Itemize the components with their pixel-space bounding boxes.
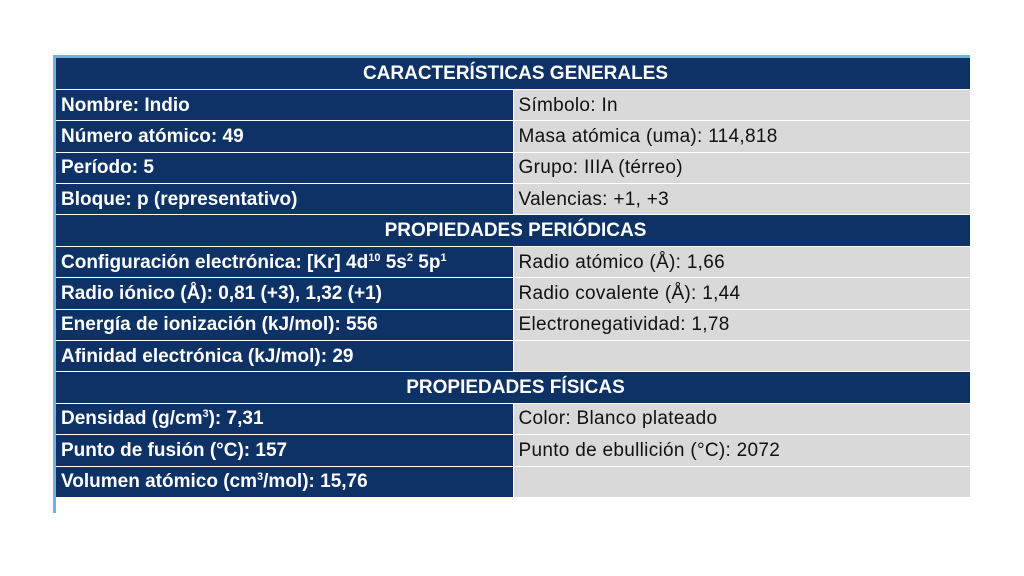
table-row bbox=[56, 403, 970, 434]
superscript: 3 bbox=[257, 471, 264, 484]
color-cell: Color: Blanco plateado bbox=[513, 403, 970, 434]
density-text: Densidad (g/cm bbox=[61, 408, 203, 430]
table-row bbox=[56, 89, 970, 120]
table-row bbox=[56, 278, 970, 309]
atomic-volume-cell bbox=[56, 466, 513, 497]
section-title-physical: PROPIEDADES FÍSICAS bbox=[56, 372, 970, 403]
table-row bbox=[56, 246, 970, 277]
section-header-row bbox=[56, 215, 970, 246]
atomic-volume-text: Volumen atómico (cm bbox=[61, 471, 258, 493]
electron-configuration-text: 5p bbox=[413, 251, 441, 273]
group-cell: Grupo: IIIA (térreo) bbox=[513, 152, 970, 183]
valences-cell: Valencias: +1, +3 bbox=[513, 184, 970, 215]
atomic-mass-cell: Masa atómica (uma): 114,818 bbox=[513, 121, 970, 152]
electron-configuration-text: Configuración electrónica: [Kr] 4d bbox=[61, 251, 369, 273]
table-row bbox=[56, 152, 970, 183]
electron-configuration-text: 5s bbox=[380, 251, 407, 273]
section-header-row bbox=[56, 58, 970, 89]
section-title-general: CARACTERÍSTICAS GENERALES bbox=[56, 58, 970, 89]
table-row bbox=[56, 121, 970, 152]
electron-affinity-cell: Afinidad electrónica (kJ/mol): 29 bbox=[56, 341, 513, 372]
ionization-energy-cell: Energía de ionización (kJ/mol): 556 bbox=[56, 309, 513, 340]
section-title-periodic: PROPIEDADES PERIÓDICAS bbox=[56, 215, 970, 246]
melting-point-cell: Punto de fusión (°C): 157 bbox=[56, 435, 513, 466]
covalent-radius-cell: Radio covalente (Å): 1,44 bbox=[513, 278, 970, 309]
atomic-radius-cell: Radio atómico (Å): 1,66 bbox=[513, 246, 970, 277]
table-row bbox=[56, 341, 970, 372]
symbol-cell: Símbolo: In bbox=[513, 89, 970, 120]
table-row bbox=[56, 466, 970, 497]
electron-configuration-cell bbox=[56, 246, 513, 277]
empty-cell bbox=[513, 466, 970, 497]
atomic-number-cell: Número atómico: 49 bbox=[56, 121, 513, 152]
density-text: ): 7,31 bbox=[208, 408, 264, 430]
superscript: 3 bbox=[202, 408, 209, 421]
electronegativity-cell: Electronegatividad: 1,78 bbox=[513, 309, 970, 340]
superscript: 10 bbox=[368, 251, 381, 264]
superscript: 1 bbox=[440, 251, 447, 264]
block-cell: Bloque: p (representativo) bbox=[56, 184, 513, 215]
name-cell: Nombre: Indio bbox=[56, 89, 513, 120]
period-cell: Período: 5 bbox=[56, 152, 513, 183]
ionic-radius-cell: Radio iónico (Å): 0,81 (+3), 1,32 (+1) bbox=[56, 278, 513, 309]
boiling-point-cell: Punto de ebullición (°C): 2072 bbox=[513, 435, 970, 466]
section-header-row bbox=[56, 372, 970, 403]
density-cell bbox=[56, 403, 513, 434]
table-row bbox=[56, 184, 970, 215]
empty-cell bbox=[513, 341, 970, 372]
properties-table bbox=[56, 58, 970, 498]
table-row bbox=[56, 435, 970, 466]
superscript: 2 bbox=[406, 251, 413, 264]
atomic-volume-text: /mol): 15,76 bbox=[263, 471, 368, 493]
table-row bbox=[56, 309, 970, 340]
